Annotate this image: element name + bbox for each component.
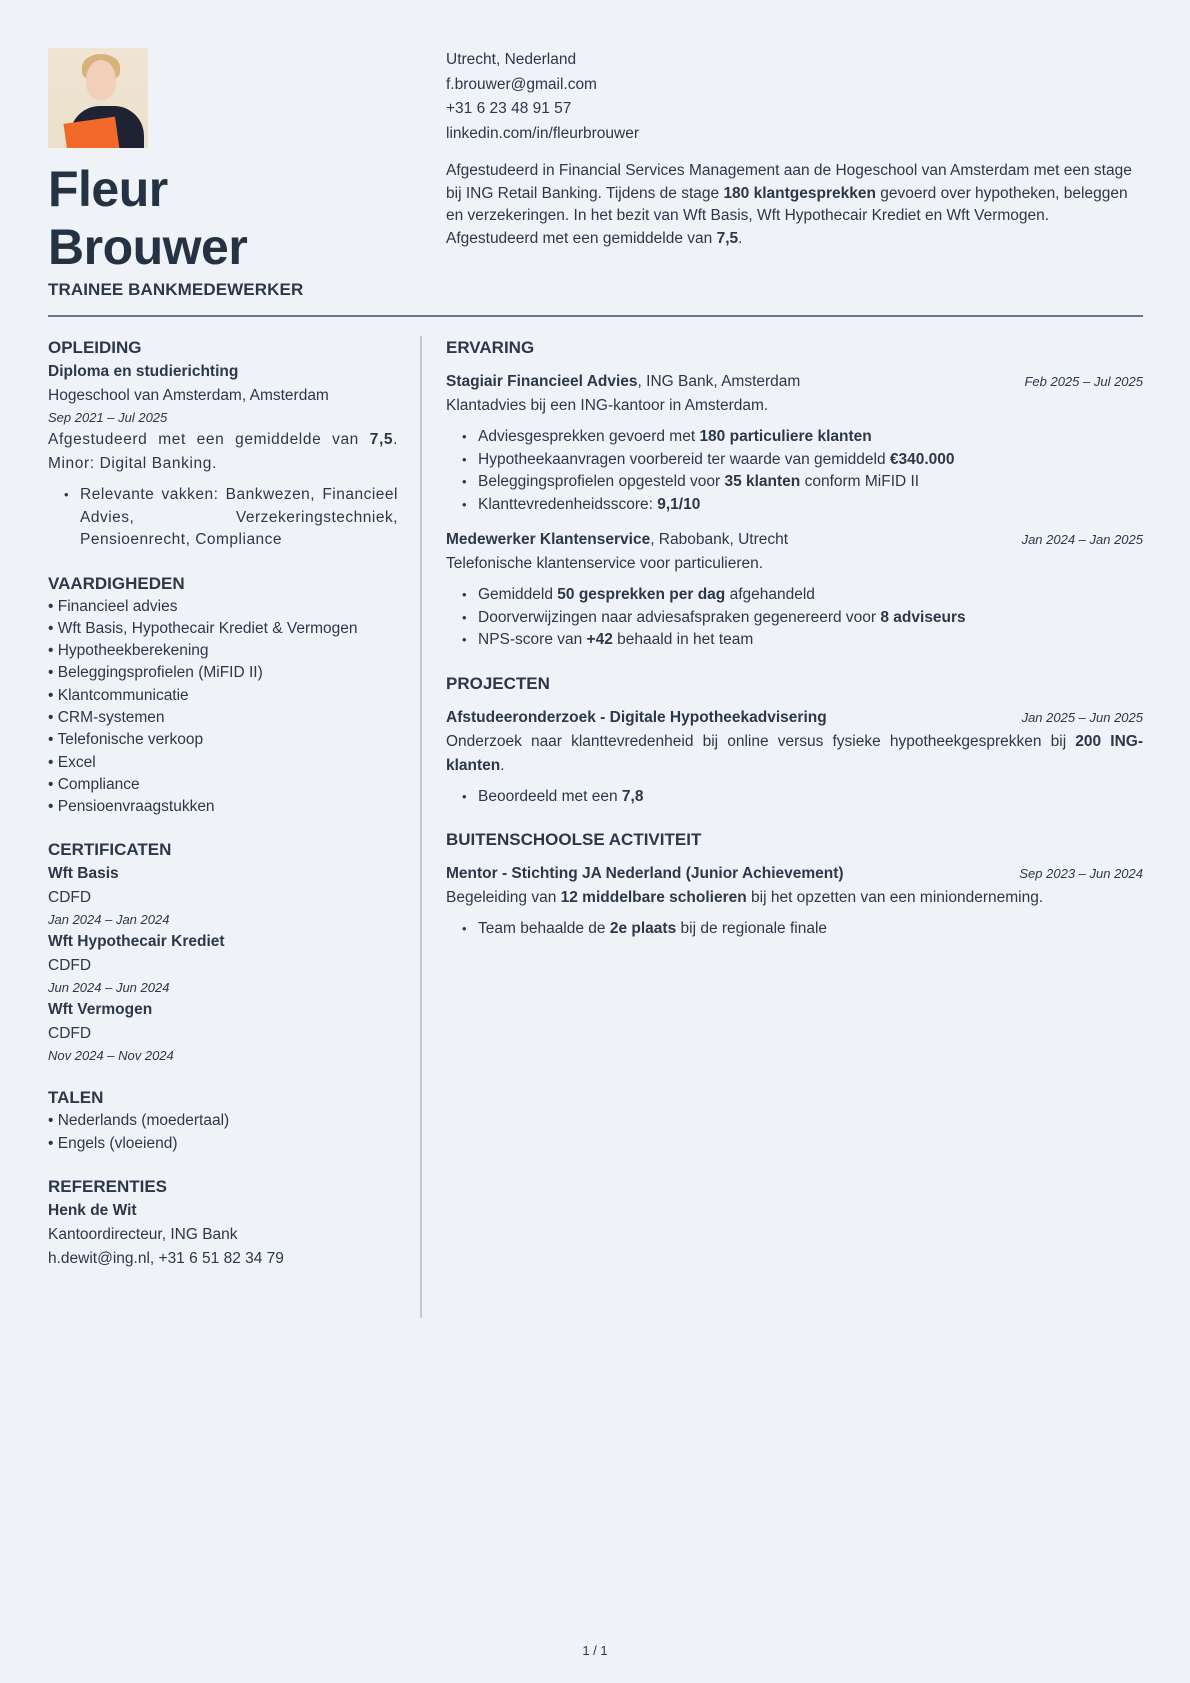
skills-list [48, 596, 398, 819]
job-title: TRAINEE BANKMEDEWERKER [48, 280, 304, 299]
contact-location: Utrecht, Nederland [446, 51, 577, 68]
certificate-item [48, 862, 398, 930]
list-item: • Team behaalde de 2e plaats bij de regionale finale [462, 918, 1143, 941]
list-item: • Engels (vloeiend) [48, 1134, 178, 1152]
section-heading: BUITENSCHOOLSE ACTIVITEIT [446, 830, 702, 849]
list-item: • Nederlands (moedertaal) [48, 1112, 230, 1130]
entry-header [446, 706, 1143, 730]
list-item: • Hypotheekaanvragen voorbereid ter waarde van gemiddeld €340.000 [462, 449, 1143, 472]
entry-title: Afstudeeronderzoek - Digitale Hypotheekadvisering [446, 708, 827, 726]
entry-description: Telefonische klantenservice voor particulieren. [446, 555, 764, 572]
summary-bold: 7,5 [716, 229, 739, 247]
reference-contact: h.dewit@ing.nl, +31 6 51 82 34 79 [48, 1250, 284, 1268]
contact-block [446, 48, 1143, 146]
entry-bullets [462, 584, 1143, 652]
photo-face [86, 60, 116, 100]
list-item: • Klanttevredenheidsscore: 9,1/10 [462, 494, 1143, 517]
entry-header [446, 528, 1143, 552]
desc-text: Afgestudeerd met een gemiddelde van [48, 431, 370, 448]
entry-description: Begeleiding van 12 middelbare scholieren bij het opzetten van een minionderneming. [446, 889, 1044, 906]
job-company: , ING Bank, Amsterdam [637, 373, 801, 390]
school: Hogeschool van Amsterdam, Amsterdam [48, 387, 329, 404]
certificate-name: Wft Hypothecair Krediet [48, 933, 225, 951]
education-description [48, 428, 398, 476]
certificate-name: Wft Basis [48, 865, 119, 883]
certificate-issuer: CDFD [48, 1025, 92, 1043]
page-number: 1 / 1 [582, 1643, 608, 1658]
header-divider [48, 315, 1143, 317]
profile-photo [48, 48, 148, 148]
contact-email[interactable]: f.brouwer@gmail.com [446, 75, 597, 93]
photo-folder [63, 117, 120, 148]
entry-bullets [462, 786, 1143, 809]
list-item: • Beleggingsprofielen (MiFID II) [48, 664, 263, 682]
entry-header [446, 370, 1143, 394]
desc-bold: 7,5 [369, 431, 394, 448]
activity-entry [446, 862, 1143, 941]
list-item: • Excel [48, 753, 96, 771]
left-column [48, 336, 398, 1291]
education-section [48, 336, 398, 552]
section-heading: PROJECTEN [446, 673, 550, 693]
desc-text: . Minor: Digital Banking. [48, 431, 398, 472]
list-item: • Telefonische verkoop [48, 731, 204, 749]
entry-dates: Feb 2025 – Jul 2025 [1024, 374, 1143, 389]
languages-list [48, 1110, 398, 1155]
entry-bullets [462, 918, 1143, 941]
candidate-name [48, 160, 446, 276]
right-column [446, 336, 1143, 961]
certificate-dates: Jun 2024 – Jun 2024 [48, 980, 170, 996]
contact-linkedin[interactable]: linkedin.com/in/fleurbrouwer [446, 124, 639, 142]
job-role: Medewerker Klantenservice [446, 531, 651, 548]
references-section [48, 1175, 398, 1271]
list-item: • NPS-score van +42 behaald in het team [462, 629, 1143, 652]
entry-description: Klantadvies bij een ING-kantoor in Amsterdam. [446, 397, 769, 414]
list-item: • Financieel advies [48, 597, 178, 615]
reference-name: Henk de Wit [48, 1202, 137, 1220]
entry-dates: Jan 2025 – Jun 2025 [1021, 709, 1143, 725]
extracurricular-section [446, 828, 1143, 941]
job-company: , Rabobank, Utrecht [650, 531, 789, 548]
list-item: • Wft Basis, Hypothecair Krediet & Vermogen [48, 619, 358, 637]
resume-page [48, 48, 1144, 1268]
header-contact [446, 48, 1143, 316]
skills-section [48, 572, 398, 819]
list-item: • Adviesgesprekken gevoerd met 180 particuliere klanten [462, 426, 1143, 449]
list-item: • Beoordeeld met een 7,8 [462, 786, 1143, 809]
section-heading: CERTIFICATEN [48, 840, 172, 860]
experience-entry [446, 528, 1143, 652]
entry-header [446, 862, 1143, 886]
education-dates: Sep 2021 – Jul 2025 [48, 410, 168, 425]
list-item: • Beleggingsprofielen opgesteld voor 35 klanten conform MiFID II [462, 471, 1143, 494]
list-item: • CRM-systemen [48, 708, 165, 726]
last-name: Brouwer [48, 219, 248, 275]
list-item: • Pensioenvraagstukken [48, 798, 215, 816]
section-heading: OPLEIDING [48, 338, 142, 357]
reference-role: Kantoordirecteur, ING Bank [48, 1226, 238, 1244]
section-heading: TALEN [48, 1088, 104, 1108]
summary-bold: 180 klantgesprekken [723, 184, 876, 202]
experience-section [446, 336, 1143, 652]
certificate-item [48, 930, 398, 998]
entry-title: Mentor - Stichting JA Nederland (Junior Achievement) [446, 865, 844, 882]
entry-title [446, 370, 800, 394]
project-entry [446, 706, 1143, 809]
resume-header [48, 48, 1143, 316]
experience-entry [446, 370, 1143, 516]
entry-dates: Sep 2023 – Jun 2024 [1019, 866, 1143, 881]
certificate-dates: Nov 2024 – Nov 2024 [48, 1048, 174, 1064]
section-heading: REFERENTIES [48, 1177, 168, 1197]
degree: Diploma en studierichting [48, 363, 239, 380]
header-identity [48, 48, 446, 316]
list-item: • Hypotheekberekening [48, 642, 209, 660]
education-bullets [64, 484, 398, 552]
list-item: • Doorverwijzingen naar adviesafspraken gegenereerd voor 8 adviseurs [462, 607, 1143, 630]
entry-dates: Jan 2024 – Jan 2025 [1021, 532, 1143, 547]
job-role: Stagiair Financieel Advies [446, 373, 638, 390]
profile-summary [446, 160, 1143, 250]
certificate-name: Wft Vermogen [48, 1001, 153, 1019]
list-item: • Relevante vakken: Bankwezen, Financieel Advies, Verzekeringstechniek, Pensioenrecht, Compliance [64, 484, 398, 552]
contact-phone[interactable]: +31 6 23 48 91 57 [446, 100, 572, 117]
entry-description: Onderzoek naar klanttevredenheid bij online versus fysieke hypotheekgesprekken bij 200 ING-klanten. [446, 732, 1144, 774]
languages-section [48, 1086, 398, 1155]
certificate-dates: Jan 2024 – Jan 2024 [48, 912, 170, 928]
certificate-item [48, 998, 398, 1066]
content-columns [48, 336, 1143, 1291]
certificates-section [48, 838, 398, 1066]
column-divider [420, 336, 422, 1318]
list-item: • Gemiddeld 50 gesprekken per dag afgehandeld [462, 584, 1143, 607]
entry-title [446, 528, 788, 552]
entry-bullets [462, 426, 1143, 516]
summary-text: gevoerd over hypotheken, beleggen en verzekeringen. In het bezit van Wft Basis, Wft Hypothecair Krediet en Wft Vermogen. Afgestudeerd met een gemiddelde van [446, 184, 1128, 247]
section-heading: ERVARING [446, 338, 535, 357]
first-name: Fleur [48, 161, 168, 217]
list-item: • Compliance [48, 775, 140, 793]
list-item: • Klantcommunicatie [48, 686, 189, 704]
section-heading: VAARDIGHEDEN [48, 573, 185, 593]
projects-section [446, 672, 1143, 809]
summary-text: . [738, 229, 743, 247]
certificate-issuer: CDFD [48, 889, 92, 907]
certificate-issuer: CDFD [48, 957, 92, 975]
summary-text: Afgestudeerd in Financial Services Management aan de Hogeschool van Amsterdam met een stage bij ING Retail Banking. Tijdens de stage [446, 162, 1132, 202]
